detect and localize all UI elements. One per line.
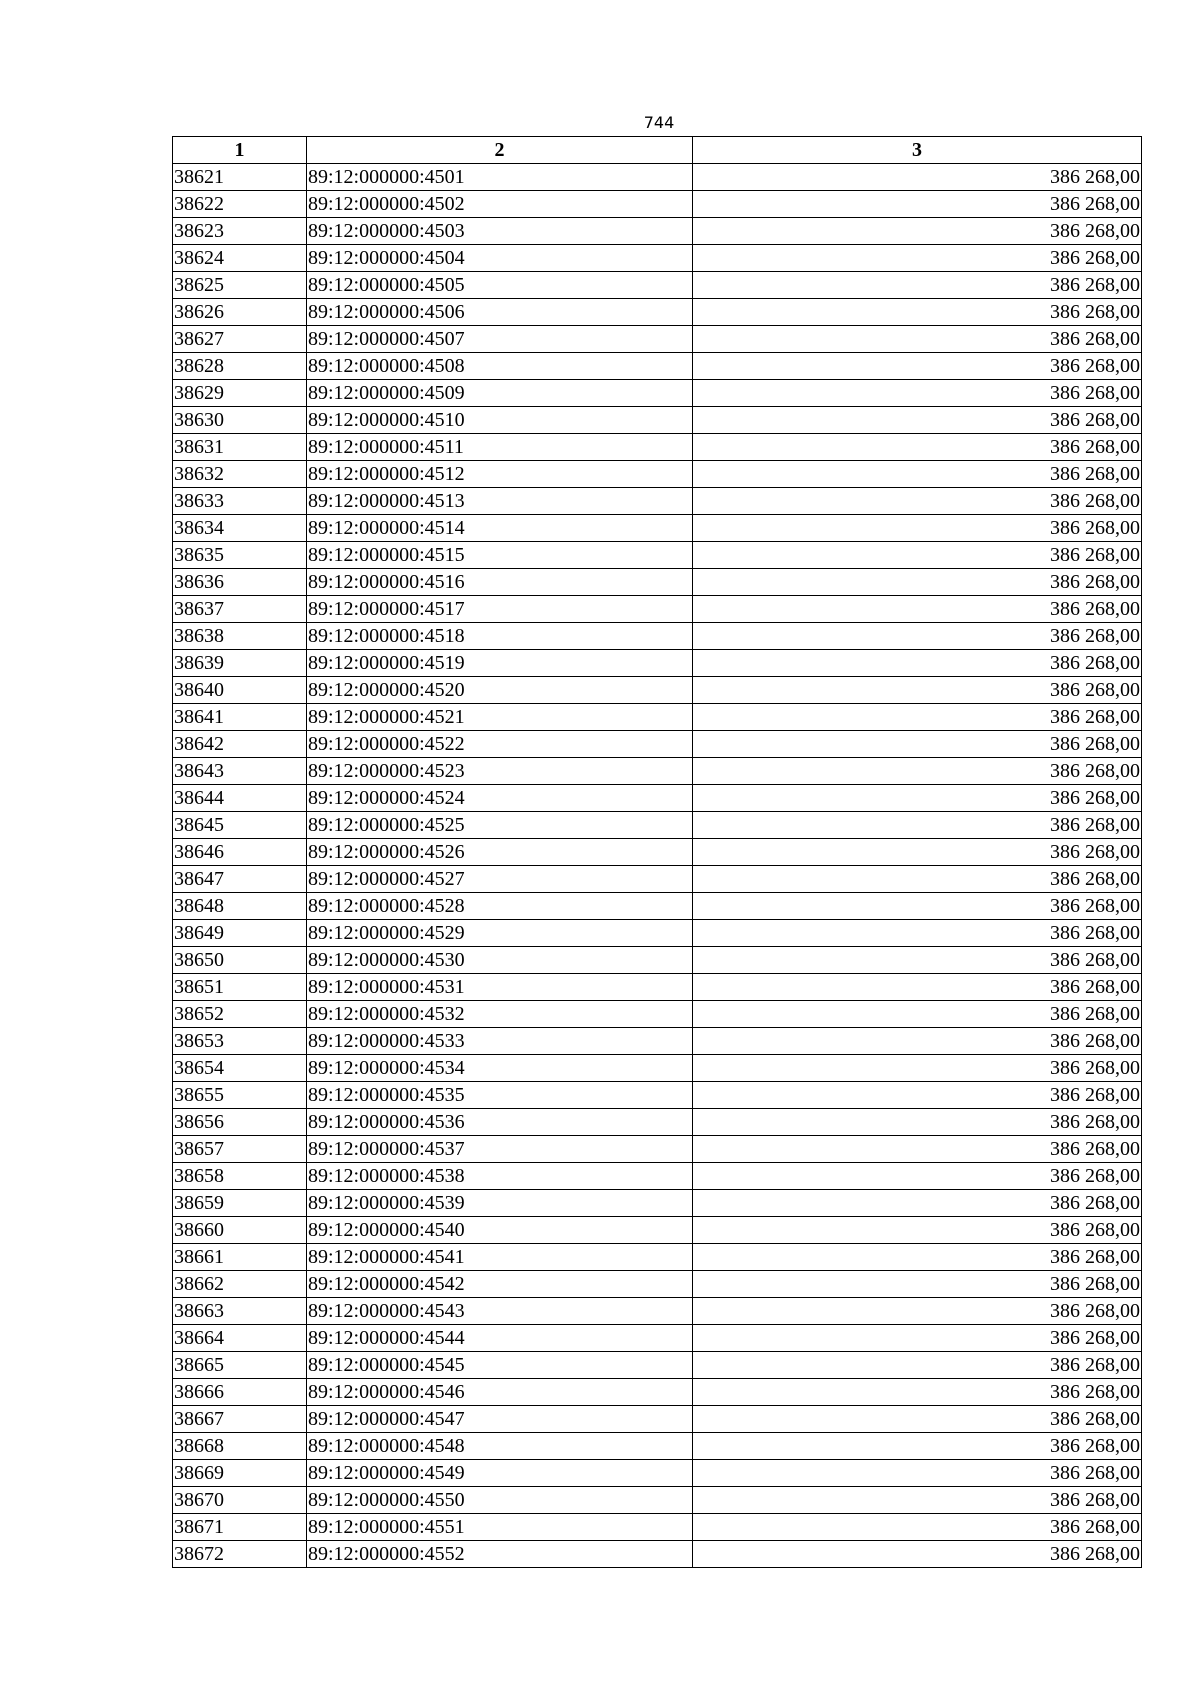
cadastral-number-cell: 89:12:000000:4537 xyxy=(307,1136,693,1163)
row-number-cell: 38667 xyxy=(173,1406,307,1433)
value-cell: 386 268,00 xyxy=(693,596,1142,623)
cadastral-number-cell: 89:12:000000:4502 xyxy=(307,191,693,218)
cadastral-number-cell: 89:12:000000:4544 xyxy=(307,1325,693,1352)
table-row xyxy=(173,326,1142,353)
value-cell: 386 268,00 xyxy=(693,191,1142,218)
cadastral-number-cell: 89:12:000000:4528 xyxy=(307,893,693,920)
table-row xyxy=(173,1001,1142,1028)
cadastral-number-cell: 89:12:000000:4539 xyxy=(307,1190,693,1217)
table-body xyxy=(173,164,1142,1568)
table-row xyxy=(173,1514,1142,1541)
cadastral-number-cell: 89:12:000000:4526 xyxy=(307,839,693,866)
row-number-cell: 38665 xyxy=(173,1352,307,1379)
row-number-cell: 38666 xyxy=(173,1379,307,1406)
row-number-cell: 38637 xyxy=(173,596,307,623)
row-number-cell: 38627 xyxy=(173,326,307,353)
table-row xyxy=(173,920,1142,947)
row-number-cell: 38634 xyxy=(173,515,307,542)
cadastral-number-cell: 89:12:000000:4538 xyxy=(307,1163,693,1190)
cadastral-number-cell: 89:12:000000:4546 xyxy=(307,1379,693,1406)
row-number-cell: 38659 xyxy=(173,1190,307,1217)
value-cell: 386 268,00 xyxy=(693,1460,1142,1487)
value-cell: 386 268,00 xyxy=(693,1298,1142,1325)
cadastral-number-cell: 89:12:000000:4543 xyxy=(307,1298,693,1325)
value-cell: 386 268,00 xyxy=(693,569,1142,596)
value-cell: 386 268,00 xyxy=(693,1352,1142,1379)
table-row xyxy=(173,677,1142,704)
row-number-cell: 38632 xyxy=(173,461,307,488)
row-number-cell: 38669 xyxy=(173,1460,307,1487)
cadastral-number-cell: 89:12:000000:4536 xyxy=(307,1109,693,1136)
cadastral-number-cell: 89:12:000000:4550 xyxy=(307,1487,693,1514)
table-row xyxy=(173,407,1142,434)
row-number-cell: 38641 xyxy=(173,704,307,731)
row-number-cell: 38635 xyxy=(173,542,307,569)
table-row xyxy=(173,758,1142,785)
cadastral-number-cell: 89:12:000000:4521 xyxy=(307,704,693,731)
row-number-cell: 38671 xyxy=(173,1514,307,1541)
row-number-cell: 38658 xyxy=(173,1163,307,1190)
row-number-cell: 38672 xyxy=(173,1541,307,1568)
table-row xyxy=(173,245,1142,272)
value-cell: 386 268,00 xyxy=(693,650,1142,677)
table-row xyxy=(173,488,1142,515)
value-cell: 386 268,00 xyxy=(693,326,1142,353)
table-row xyxy=(173,1298,1142,1325)
value-cell: 386 268,00 xyxy=(693,1541,1142,1568)
cadastral-number-cell: 89:12:000000:4525 xyxy=(307,812,693,839)
row-number-cell: 38644 xyxy=(173,785,307,812)
table-row xyxy=(173,380,1142,407)
row-number-cell: 38642 xyxy=(173,731,307,758)
table-row xyxy=(173,1541,1142,1568)
table-row xyxy=(173,461,1142,488)
value-cell: 386 268,00 xyxy=(693,839,1142,866)
value-cell: 386 268,00 xyxy=(693,677,1142,704)
row-number-cell: 38663 xyxy=(173,1298,307,1325)
value-cell: 386 268,00 xyxy=(693,434,1142,461)
cadastral-number-cell: 89:12:000000:4542 xyxy=(307,1271,693,1298)
cadastral-number-cell: 89:12:000000:4517 xyxy=(307,596,693,623)
cadastral-number-cell: 89:12:000000:4547 xyxy=(307,1406,693,1433)
value-cell: 386 268,00 xyxy=(693,488,1142,515)
header-row xyxy=(173,137,1142,164)
cadastral-number-cell: 89:12:000000:4548 xyxy=(307,1433,693,1460)
table-row xyxy=(173,866,1142,893)
table-row xyxy=(173,650,1142,677)
row-number-cell: 38638 xyxy=(173,623,307,650)
cadastral-number-cell: 89:12:000000:4545 xyxy=(307,1352,693,1379)
value-cell: 386 268,00 xyxy=(693,758,1142,785)
cadastral-number-cell: 89:12:000000:4540 xyxy=(307,1217,693,1244)
value-cell: 386 268,00 xyxy=(693,1406,1142,1433)
value-cell: 386 268,00 xyxy=(693,407,1142,434)
cadastral-number-cell: 89:12:000000:4514 xyxy=(307,515,693,542)
cadastral-number-cell: 89:12:000000:4527 xyxy=(307,866,693,893)
value-cell: 386 268,00 xyxy=(693,164,1142,191)
row-number-cell: 38626 xyxy=(173,299,307,326)
table-row xyxy=(173,1136,1142,1163)
table-row xyxy=(173,515,1142,542)
table-row xyxy=(173,1109,1142,1136)
cadastral-number-cell: 89:12:000000:4510 xyxy=(307,407,693,434)
table-row xyxy=(173,731,1142,758)
row-number-cell: 38654 xyxy=(173,1055,307,1082)
table-row xyxy=(173,623,1142,650)
value-cell: 386 268,00 xyxy=(693,1244,1142,1271)
cadastral-number-cell: 89:12:000000:4507 xyxy=(307,326,693,353)
table-row xyxy=(173,785,1142,812)
value-cell: 386 268,00 xyxy=(693,461,1142,488)
row-number-cell: 38656 xyxy=(173,1109,307,1136)
cadastral-number-cell: 89:12:000000:4529 xyxy=(307,920,693,947)
table-row xyxy=(173,542,1142,569)
cadastral-number-cell: 89:12:000000:4531 xyxy=(307,974,693,1001)
cadastral-number-cell: 89:12:000000:4512 xyxy=(307,461,693,488)
value-cell: 386 268,00 xyxy=(693,1082,1142,1109)
value-cell: 386 268,00 xyxy=(693,893,1142,920)
value-cell: 386 268,00 xyxy=(693,731,1142,758)
row-number-cell: 38640 xyxy=(173,677,307,704)
table-row xyxy=(173,1433,1142,1460)
column-header-3: 3 xyxy=(693,137,1142,164)
table-row xyxy=(173,434,1142,461)
value-cell: 386 268,00 xyxy=(693,1487,1142,1514)
row-number-cell: 38655 xyxy=(173,1082,307,1109)
row-number-cell: 38661 xyxy=(173,1244,307,1271)
table-row xyxy=(173,1217,1142,1244)
table-row xyxy=(173,1163,1142,1190)
table-header xyxy=(173,137,1142,164)
cadastral-number-cell: 89:12:000000:4533 xyxy=(307,1028,693,1055)
cadastral-number-cell: 89:12:000000:4552 xyxy=(307,1541,693,1568)
table-row xyxy=(173,1190,1142,1217)
value-cell: 386 268,00 xyxy=(693,704,1142,731)
row-number-cell: 38670 xyxy=(173,1487,307,1514)
row-number-cell: 38668 xyxy=(173,1433,307,1460)
table-row xyxy=(173,1352,1142,1379)
value-cell: 386 268,00 xyxy=(693,299,1142,326)
row-number-cell: 38645 xyxy=(173,812,307,839)
cadastral-number-cell: 89:12:000000:4520 xyxy=(307,677,693,704)
row-number-cell: 38631 xyxy=(173,434,307,461)
value-cell: 386 268,00 xyxy=(693,1109,1142,1136)
cadastral-number-cell: 89:12:000000:4506 xyxy=(307,299,693,326)
table-row xyxy=(173,1082,1142,1109)
value-cell: 386 268,00 xyxy=(693,1217,1142,1244)
cadastral-number-cell: 89:12:000000:4524 xyxy=(307,785,693,812)
cadastral-number-cell: 89:12:000000:4532 xyxy=(307,1001,693,1028)
table-row xyxy=(173,596,1142,623)
table-row xyxy=(173,299,1142,326)
cadastral-number-cell: 89:12:000000:4501 xyxy=(307,164,693,191)
table-row xyxy=(173,1487,1142,1514)
cadastral-number-cell: 89:12:000000:4549 xyxy=(307,1460,693,1487)
value-cell: 386 268,00 xyxy=(693,1001,1142,1028)
table-row xyxy=(173,1055,1142,1082)
table-row xyxy=(173,1406,1142,1433)
row-number-cell: 38622 xyxy=(173,191,307,218)
table-row xyxy=(173,893,1142,920)
cadastral-number-cell: 89:12:000000:4522 xyxy=(307,731,693,758)
row-number-cell: 38657 xyxy=(173,1136,307,1163)
row-number-cell: 38643 xyxy=(173,758,307,785)
value-cell: 386 268,00 xyxy=(693,1379,1142,1406)
column-header-1: 1 xyxy=(173,137,307,164)
cadastral-number-cell: 89:12:000000:4534 xyxy=(307,1055,693,1082)
cadastral-number-cell: 89:12:000000:4508 xyxy=(307,353,693,380)
table-row xyxy=(173,974,1142,1001)
value-cell: 386 268,00 xyxy=(693,785,1142,812)
value-cell: 386 268,00 xyxy=(693,1514,1142,1541)
table-row xyxy=(173,812,1142,839)
table-row xyxy=(173,1271,1142,1298)
row-number-cell: 38624 xyxy=(173,245,307,272)
cadastral-number-cell: 89:12:000000:4551 xyxy=(307,1514,693,1541)
table-row xyxy=(173,191,1142,218)
table-row xyxy=(173,353,1142,380)
cadastral-number-cell: 89:12:000000:4530 xyxy=(307,947,693,974)
cadastral-number-cell: 89:12:000000:4513 xyxy=(307,488,693,515)
page-number: 744 xyxy=(643,113,675,132)
table-row xyxy=(173,218,1142,245)
value-cell: 386 268,00 xyxy=(693,974,1142,1001)
table-row xyxy=(173,164,1142,191)
cadastral-number-cell: 89:12:000000:4535 xyxy=(307,1082,693,1109)
value-cell: 386 268,00 xyxy=(693,1055,1142,1082)
table-row xyxy=(173,272,1142,299)
table-row xyxy=(173,704,1142,731)
value-cell: 386 268,00 xyxy=(693,1190,1142,1217)
cadastral-number-cell: 89:12:000000:4523 xyxy=(307,758,693,785)
cadastral-number-cell: 89:12:000000:4504 xyxy=(307,245,693,272)
row-number-cell: 38628 xyxy=(173,353,307,380)
value-cell: 386 268,00 xyxy=(693,380,1142,407)
cadastral-number-cell: 89:12:000000:4505 xyxy=(307,272,693,299)
value-cell: 386 268,00 xyxy=(693,866,1142,893)
row-number-cell: 38630 xyxy=(173,407,307,434)
table-row xyxy=(173,947,1142,974)
row-number-cell: 38621 xyxy=(173,164,307,191)
row-number-cell: 38625 xyxy=(173,272,307,299)
value-cell: 386 268,00 xyxy=(693,1433,1142,1460)
row-number-cell: 38662 xyxy=(173,1271,307,1298)
value-cell: 386 268,00 xyxy=(693,920,1142,947)
cadastral-number-cell: 89:12:000000:4509 xyxy=(307,380,693,407)
value-cell: 386 268,00 xyxy=(693,623,1142,650)
value-cell: 386 268,00 xyxy=(693,272,1142,299)
row-number-cell: 38649 xyxy=(173,920,307,947)
row-number-cell: 38648 xyxy=(173,893,307,920)
row-number-cell: 38629 xyxy=(173,380,307,407)
cadastral-number-cell: 89:12:000000:4516 xyxy=(307,569,693,596)
row-number-cell: 38633 xyxy=(173,488,307,515)
row-number-cell: 38664 xyxy=(173,1325,307,1352)
row-number-cell: 38653 xyxy=(173,1028,307,1055)
row-number-cell: 38636 xyxy=(173,569,307,596)
value-cell: 386 268,00 xyxy=(693,353,1142,380)
table-row xyxy=(173,1244,1142,1271)
row-number-cell: 38660 xyxy=(173,1217,307,1244)
row-number-cell: 38639 xyxy=(173,650,307,677)
value-cell: 386 268,00 xyxy=(693,947,1142,974)
row-number-cell: 38650 xyxy=(173,947,307,974)
row-number-cell: 38651 xyxy=(173,974,307,1001)
cadastral-number-cell: 89:12:000000:4541 xyxy=(307,1244,693,1271)
table-row xyxy=(173,1379,1142,1406)
row-number-cell: 38647 xyxy=(173,866,307,893)
table-row xyxy=(173,1028,1142,1055)
value-cell: 386 268,00 xyxy=(693,245,1142,272)
value-cell: 386 268,00 xyxy=(693,515,1142,542)
value-cell: 386 268,00 xyxy=(693,812,1142,839)
value-cell: 386 268,00 xyxy=(693,1028,1142,1055)
value-cell: 386 268,00 xyxy=(693,542,1142,569)
cadastral-number-cell: 89:12:000000:4518 xyxy=(307,623,693,650)
value-cell: 386 268,00 xyxy=(693,1163,1142,1190)
table-row xyxy=(173,1460,1142,1487)
row-number-cell: 38623 xyxy=(173,218,307,245)
cadastral-number-cell: 89:12:000000:4503 xyxy=(307,218,693,245)
cadastral-number-cell: 89:12:000000:4519 xyxy=(307,650,693,677)
column-header-2: 2 xyxy=(307,137,693,164)
cadastral-number-cell: 89:12:000000:4515 xyxy=(307,542,693,569)
value-cell: 386 268,00 xyxy=(693,1271,1142,1298)
value-cell: 386 268,00 xyxy=(693,1325,1142,1352)
cadastral-table xyxy=(172,136,1142,1568)
value-cell: 386 268,00 xyxy=(693,218,1142,245)
row-number-cell: 38646 xyxy=(173,839,307,866)
table-row xyxy=(173,1325,1142,1352)
row-number-cell: 38652 xyxy=(173,1001,307,1028)
table-row xyxy=(173,839,1142,866)
table-row xyxy=(173,569,1142,596)
cadastral-number-cell: 89:12:000000:4511 xyxy=(307,434,693,461)
value-cell: 386 268,00 xyxy=(693,1136,1142,1163)
